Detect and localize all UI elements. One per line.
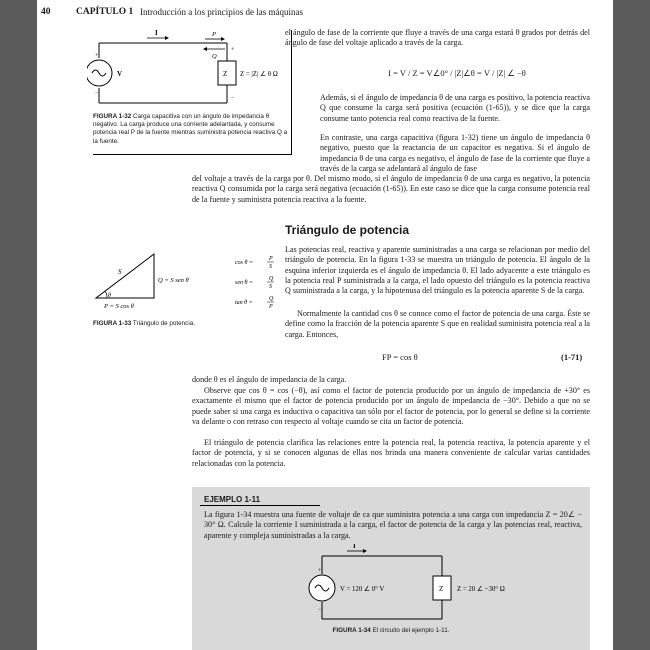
paragraph-clarify: El triángulo de potencia clarifica las relaciones entre la potencia real, la potencia reactiva, la potencia aparente y el factor de potencia, y si se conocen algunas de ellas nos brinda una manera conveniente de calcular varias cantidades relacionadas con la potencia. [192,438,590,468]
fig34-impedance-label: Z = 20 ∠ −30° Ω [457,586,505,593]
paragraph-power-factor: Normalmente la cantidad cos θ se conoce como el factor de potencia de una carga. Éste se define como la fracción de la potencia aparente S que en realidad suministra potencia real a la carga. Entonces, [285,309,590,339]
example-text: La figura 1-34 muestra una fuente de voltaje de ca que suministra potencia a una carga con impedancia Z = 20∠ − 30° Ω. Calcule la corriente I suministrada a la carga, el factor de potencia de la carga y las potencias real, reactiva, aparente y compleja suministradas a la carga. [204,510,582,540]
figure-1-32-caption [93,113,289,146]
fig34-minus-sign: − [318,607,322,613]
paragraph-capacitive-cont: del voltaje a través de la carga por θ. Del mismo modo, si el ángulo de impedancia θ de una carga es negativo, la potencia reactiva Q consumida por la carga será negativa (ecuación (1-65)). En este caso se dice que la carga consume potencia real de la fuente y suministra potencia reactiva a la fuente. [192,174,590,204]
figure-1-34-circuit [307,544,537,624]
fig32-q-label: Q [212,53,217,60]
paragraph-capacitive: En contraste, una carga capacitiva (figura 1-32) tiene un ángulo de impedancia θ negativo, puesto que la reactancia de un capacitor es negativa. Si el ángulo de impedancia θ de una carga es negativo, el ángulo de fase de la corriente que fluye a través de la carga se adelantará al ángulo de fase [320,133,590,174]
figure-divider-vertical [291,30,292,155]
example-box [192,487,590,650]
fig34-source-label: V = 120 ∠ 0° V [340,586,385,593]
page-number: 40 [41,7,51,17]
fig33-p-label: P = S cos θ [104,303,134,310]
sen-formula-lhs: sen θ = [235,280,253,286]
fig33-caption-label: FIGURA 1-33 [93,320,132,327]
sen-formula-num: Q [269,276,274,282]
fig34-z-label: Z [439,585,444,593]
fig33-theta-label: θ [108,293,111,299]
paragraph-where: donde θ es el ángulo de impedancia de la carga. [192,375,347,384]
fig32-current-label: I [155,29,158,37]
example-title-rule [200,505,320,506]
section-title: Triángulo de potencia [285,223,410,237]
sen-formula-den: S [269,284,272,290]
paragraph-phase: el ángulo de fase de la corriente que fluye a través de una carga estará θ grados por detrás del ángulo de fase del voltaje aplicado a través de la carga. [285,28,590,48]
fig32-minus-sign: − [95,90,99,96]
equation-power-factor: FP = cos θ [382,352,418,362]
fig34-current-label: I [353,544,356,550]
fig32-load-minus: − [231,95,235,101]
tan-formula-den: P [269,304,273,310]
book-page [37,0,613,650]
fig32-caption-label: FIGURA 1-32 [93,113,132,120]
figure-1-33-triangle [94,250,244,312]
paragraph-observe: Observe que cos θ = cos (−θ), así como el factor de potencia producido por un ángulo de impedancia de +30° es exactamente el mismo que el factor de potencia producido por un ángulo de impedancia de −30°. Debido a que no se puede saber si una carga es inductiva o capacitiva tan sólo por el factor de potencia, por lo general se define si la corriente va delante o con retraso con respecto al voltaje cuando se cita un factor de potencia. [192,386,590,427]
figure-1-32-circuit [87,28,297,108]
figure-divider-horizontal [93,154,292,155]
tan-formula-lhs: tan θ = [235,300,253,306]
paragraph-power-triangle: Las potencias real, reactiva y aparente suministradas a una carga se relacionan por medio del triángulo de potencia. En la figura 1-33 se muestra un triángulo de potencia. El ángulo de la esquina inferior izquierda es el ángulo de impedancia θ. El lado adyacente a este triángulo es la potencia real P suministrada a la carga, el lado opuesto del triángulo es la potencia reactiva Q suministrada a la carga, y la hipotenusa del triángulo es la potencia aparente S de la carga. [285,245,590,296]
equation-current: I = V / Z = V∠0° / |Z|∠θ = V / |Z| ∠ −θ [388,68,526,78]
fig32-load-plus: + [231,47,235,53]
chapter-title: Introducción a los principios de las máquinas [140,7,303,17]
fig34-caption-label: FIGURA 1-34 [332,627,371,634]
cos-formula-den: S [269,264,272,270]
cos-formula-lhs: cos θ = [235,260,253,266]
fig32-p-label: P [212,31,216,38]
fig32-caption-text: Carga capacitiva con un ángulo de impedancia θ negativo. La carga produce una corriente adelantada, y consume potencia real P de la fuente mientras suministra potencia reactiva Q a la fuente. [93,113,288,145]
fig32-z-label: Z [223,70,228,78]
fig33-s-label: S [118,268,122,276]
chapter-label: CAPÍTULO 1 [76,7,134,17]
fig32-impedance-label: Z = |Z| ∠ θ Ω [240,71,278,78]
fig33-caption-text: Triángulo de potencia. [132,320,195,327]
paragraph-reactive-positive: Además, si el ángulo de impedancia θ de una carga es positivo, la potencia reactiva Q que consume la carga será positiva (ecuación (1-65)), y se dice que la carga consume tanto potencia real como reactiva de la fuente. [320,93,590,123]
cos-formula-num: P [269,256,273,262]
figure-1-33-formulas [235,252,285,312]
tan-formula-num: Q [269,296,274,302]
fig32-plus-sign: + [95,53,99,59]
fig34-caption-text: El circuito del ejemplo 1-11. [372,627,450,634]
example-title: EJEMPLO 1-11 [204,495,261,504]
fig32-v-label: V [117,70,123,78]
equation-number: (1-71) [561,352,583,362]
figure-1-34-caption [192,627,590,635]
fig34-plus-sign: + [318,568,322,574]
fig33-q-label: Q = S sen θ [158,277,189,284]
figure-1-33-caption [93,320,283,328]
